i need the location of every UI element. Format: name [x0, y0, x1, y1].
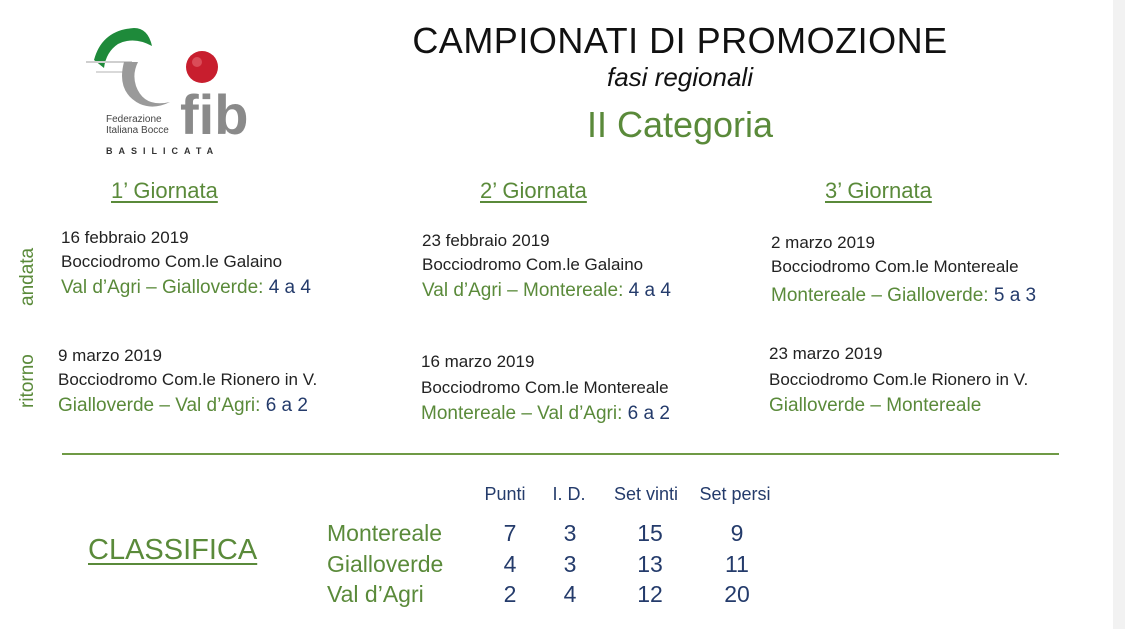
match-result	[769, 392, 1099, 419]
standings-set-vinti: 12	[637, 581, 663, 607]
page-subtitle: fasi regionali	[607, 62, 753, 92]
fib-logo-graphic	[82, 22, 272, 162]
match-date: 16 marzo 2019	[421, 352, 535, 371]
standings-set-persi: 20	[724, 581, 750, 607]
standings-set-vinti: 13	[637, 551, 663, 577]
standings-header-punti: Punti	[484, 484, 526, 504]
match-date: 9 marzo 2019	[58, 346, 162, 365]
match-teams: Montereale – Gialloverde:	[771, 285, 989, 306]
standings-id: 3	[563, 551, 577, 577]
match-result	[61, 274, 391, 301]
standings-title: CLASSIFICA	[88, 534, 258, 566]
match-venue: Bocciodromo Com.le Galaino	[422, 255, 644, 274]
match-date: 16 febbraio 2019	[61, 228, 189, 247]
match-andata-day2	[422, 229, 752, 304]
standings-set-vinti: 15	[637, 520, 663, 546]
standings-punti: 2	[503, 581, 517, 607]
standings-team: Montereale	[327, 520, 443, 546]
category-title: II Categoria	[586, 104, 774, 145]
standings-header-set-persi: Set persi	[699, 484, 771, 504]
fib-logo	[82, 22, 272, 162]
right-edge-strip	[1113, 0, 1125, 629]
leg-label-andata: andata	[17, 247, 38, 306]
match-result	[771, 282, 1101, 309]
match-teams: Val d’Agri – Montereale:	[422, 280, 624, 301]
match-ritorno-day1	[58, 344, 388, 419]
standings-id: 3	[563, 520, 577, 546]
standings-team: Gialloverde	[327, 551, 444, 577]
logo-org-line2: Italiana Bocce	[106, 125, 169, 136]
match-result	[421, 400, 751, 427]
match-score: 5 a 3	[988, 285, 1037, 306]
match-venue: Bocciodromo Com.le Montereale	[771, 257, 1019, 276]
match-venue: Bocciodromo Com.le Montereale	[421, 378, 669, 397]
match-teams: Gialloverde – Montereale	[769, 395, 982, 416]
logo-org-line1: Federazione	[106, 114, 162, 125]
standings-team: Val d’Agri	[327, 581, 424, 607]
match-andata-day3	[771, 231, 1101, 309]
match-score: 4 a 4	[263, 277, 311, 298]
standings-set-persi: 9	[730, 520, 744, 546]
match-venue: Bocciodromo Com.le Rionero in V.	[769, 370, 1029, 389]
standings-header-set-vinti: Set vinti	[613, 484, 679, 504]
day-2-header: 2’ Giornata	[480, 178, 587, 203]
day-1-header: 1’ Giornata	[111, 178, 218, 203]
match-date: 23 marzo 2019	[769, 344, 883, 363]
match-ritorno-day3	[769, 342, 1099, 419]
match-ritorno-day2	[421, 350, 751, 427]
match-venue: Bocciodromo Com.le Rionero in V.	[58, 370, 318, 389]
match-date: 2 marzo 2019	[771, 233, 875, 252]
match-teams: Montereale – Val d’Agri:	[421, 403, 623, 424]
standings-id: 4	[563, 581, 577, 607]
match-teams: Val d’Agri – Gialloverde:	[61, 277, 264, 298]
match-score: 6 a 2	[622, 403, 670, 424]
standings-punti: 4	[503, 551, 517, 577]
standings-header-id: I. D.	[552, 484, 586, 504]
day-3-header: 3’ Giornata	[825, 178, 932, 203]
match-venue: Bocciodromo Com.le Galaino	[61, 252, 283, 271]
match-score: 4 a 4	[623, 280, 671, 301]
match-andata-day1	[61, 226, 391, 301]
standings-set-persi: 11	[725, 551, 749, 577]
standings-punti: 7	[503, 520, 517, 546]
match-teams: Gialloverde – Val d’Agri:	[58, 395, 261, 416]
section-divider	[62, 453, 1059, 455]
logo-acronym: fib	[180, 83, 249, 146]
match-date: 23 febbraio 2019	[422, 231, 550, 250]
match-result	[422, 277, 752, 304]
match-result	[58, 392, 388, 419]
leg-label-ritorno: ritorno	[17, 354, 38, 408]
page-title: CAMPIONATI DI PROMOZIONE	[412, 20, 948, 61]
logo-region: BASILICATA	[106, 146, 220, 156]
match-score: 6 a 2	[260, 395, 308, 416]
